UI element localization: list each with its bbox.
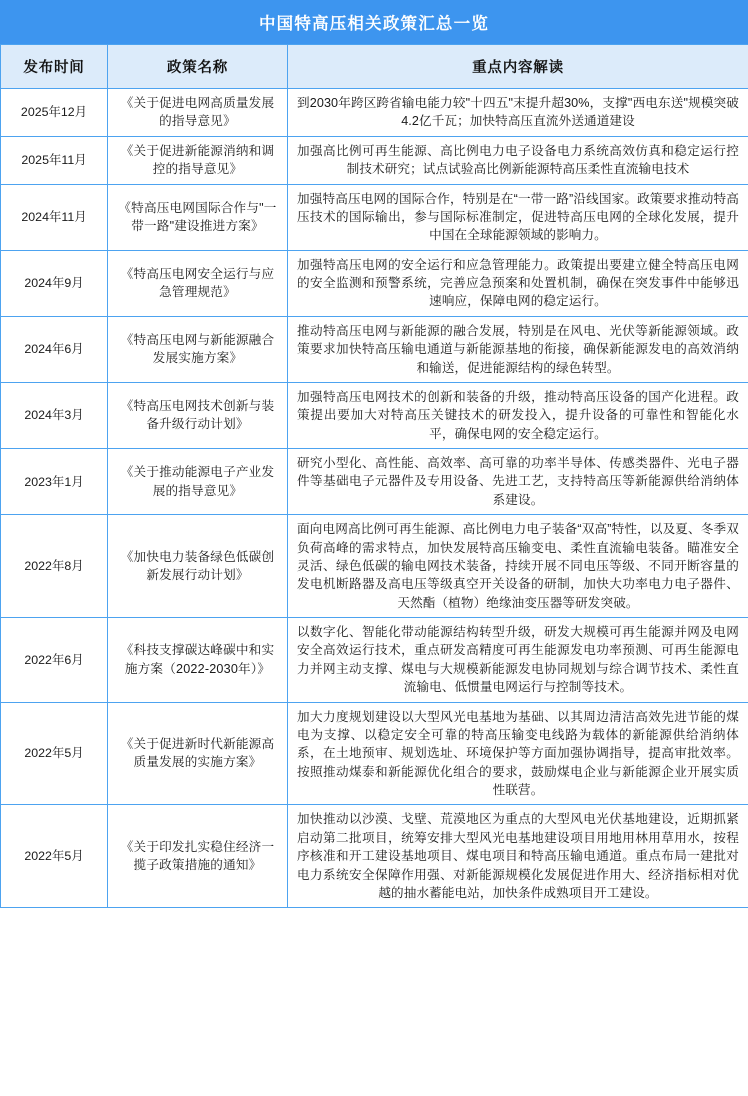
table-body xyxy=(1,89,748,908)
cell-publish-date: 2024年6月 xyxy=(1,316,108,382)
table-row xyxy=(1,805,748,908)
column-header-date: 发布时间 xyxy=(1,45,108,89)
cell-key-content: 面向电网高比例可再生能源、高比例电力电子装备“双高”特性，以及夏、冬季双负荷高峰的需求特点，加快发展特高压输变电、柔性直流输电装备。瞄准安全灵活、绿色低碳的输电网技术装备，持续开展不同电压等级、不同开断容量的发电机断路器及高电压等级真空开关设备的研制，加快大功率电力电子器件、天然酯（植物）绝缘油变压器等研发突破。 xyxy=(288,515,748,618)
cell-key-content: 加快推动以沙漠、戈壁、荒漠地区为重点的大型风电光伏基地建设，近期抓紧启动第二批项目，统筹安排大型风光电基地建设项目用地用林用草用水，按程序核准和开工建设基地项目、煤电项目和特高压输电通道。重点布局一建批对电力系统安全保障作用强、对新能源规模化发展促进作用大、经济指标相对优越的抽水蓄能电站，加快条件成熟项目开工建设。 xyxy=(288,805,748,908)
cell-key-content: 加强特高压电网的安全运行和应急管理能力。政策提出要建立健全特高压电网的安全监测和预警系统，完善应急预案和处置机制，确保在突发事件中能够迅速响应，保障电网的稳定运行。 xyxy=(288,250,748,316)
cell-publish-date: 2022年5月 xyxy=(1,702,108,805)
table-row xyxy=(1,250,748,316)
cell-publish-date: 2022年8月 xyxy=(1,515,108,618)
cell-policy-name: 《关于促进新能源消纳和调控的指导意见》 xyxy=(108,136,288,184)
cell-key-content: 以数字化、智能化带动能源结构转型升级，研发大规模可再生能源并网及电网安全高效运行技术，重点研发高精度可再生能源发电功率预测、可再生能源电力并网主动支撑、煤电与大规模新能源发电协同规划与综合调节技术、柔性直流输电、低惯量电网运行与控制等技术。 xyxy=(288,618,748,703)
table-header xyxy=(1,45,748,89)
title-banner xyxy=(0,0,748,44)
cell-key-content: 加大力度规划建设以大型风光电基地为基础、以其周边清洁高效先进节能的煤电为支撑、以稳定安全可靠的特高压输变电线路为载体的新能源供给消纳体系，在土地预审、规划选址、环境保护等方面加强协调指导，提高审批效率。按照推动煤泰和新能源优化组合的要求，鼓励煤电企业与新能源企业开展实质性联营。 xyxy=(288,702,748,805)
table-row xyxy=(1,702,748,805)
cell-policy-name: 《科技支撑碳达峰碳中和实施方案（2022-2030年）》 xyxy=(108,618,288,703)
policy-table xyxy=(0,44,748,908)
cell-publish-date: 2023年1月 xyxy=(1,449,108,515)
table-row xyxy=(1,89,748,137)
table-row xyxy=(1,316,748,382)
table-row xyxy=(1,382,748,448)
cell-policy-name: 《特高压电网与新能源融合发展实施方案》 xyxy=(108,316,288,382)
cell-key-content: 推动特高压电网与新能源的融合发展，特别是在风电、光伏等新能源领域。政策要求加快特高压输电通道与新能源基地的衔接，确保新能源发电的高效消纳和输送，促进能源结构的绿色转型。 xyxy=(288,316,748,382)
cell-publish-date: 2025年12月 xyxy=(1,89,108,137)
cell-publish-date: 2024年9月 xyxy=(1,250,108,316)
table-row xyxy=(1,184,748,250)
cell-publish-date: 2022年5月 xyxy=(1,805,108,908)
table-row xyxy=(1,515,748,618)
table-row xyxy=(1,449,748,515)
column-header-name: 政策名称 xyxy=(108,45,288,89)
cell-policy-name: 《关于推动能源电子产业发展的指导意见》 xyxy=(108,449,288,515)
cell-publish-date: 2022年6月 xyxy=(1,618,108,703)
cell-key-content: 加强特高压电网的国际合作，特别是在“一带一路”沿线国家。政策要求推动特高压技术的国际输出，参与国际标准制定，促进特高压电网的全球化发展，提升中国在全球能源领域的影响力。 xyxy=(288,184,748,250)
cell-policy-name: 《关于促进电网高质量发展的指导意见》 xyxy=(108,89,288,137)
cell-publish-date: 2025年11月 xyxy=(1,136,108,184)
cell-policy-name: 《特高压电网国际合作与"一带一路"建设推进方案》 xyxy=(108,184,288,250)
cell-key-content: 加强特高压电网技术的创新和装备的升级，推动特高压设备的国产化进程。政策提出要加大对特高压关键技术的研发投入，提升设备的可靠性和智能化水平，确保电网的安全稳定运行。 xyxy=(288,382,748,448)
cell-policy-name: 《关于促进新时代新能源高质量发展的实施方案》 xyxy=(108,702,288,805)
table-row xyxy=(1,136,748,184)
cell-policy-name: 《加快电力装备绿色低碳创新发展行动计划》 xyxy=(108,515,288,618)
cell-key-content: 到2030年跨区跨省输电能力较"十四五"末提升超30%，支撑"西电东送"规模突破4.2亿千瓦；加快特高压直流外送通道建设 xyxy=(288,89,748,137)
table-row xyxy=(1,618,748,703)
column-header-brief: 重点内容解读 xyxy=(288,45,748,89)
cell-publish-date: 2024年11月 xyxy=(1,184,108,250)
cell-publish-date: 2024年3月 xyxy=(1,382,108,448)
cell-policy-name: 《关于印发扎实稳住经济一揽子政策措施的通知》 xyxy=(108,805,288,908)
cell-key-content: 研究小型化、高性能、高效率、高可靠的功率半导体、传感类器件、光电子器件等基础电子元器件及专用设备、先进工艺，支持特高压等新能源供给消纳体系建设。 xyxy=(288,449,748,515)
cell-key-content: 加强高比例可再生能源、高比例电力电子设备电力系统高效仿真和稳定运行控制技术研究；试点试验高比例新能源特高压柔性直流输电技术 xyxy=(288,136,748,184)
cell-policy-name: 《特高压电网安全运行与应急管理规范》 xyxy=(108,250,288,316)
table-header-row xyxy=(1,45,748,89)
cell-policy-name: 《特高压电网技术创新与装备升级行动计划》 xyxy=(108,382,288,448)
page-title: 中国特高压相关政策汇总一览 xyxy=(258,14,490,33)
